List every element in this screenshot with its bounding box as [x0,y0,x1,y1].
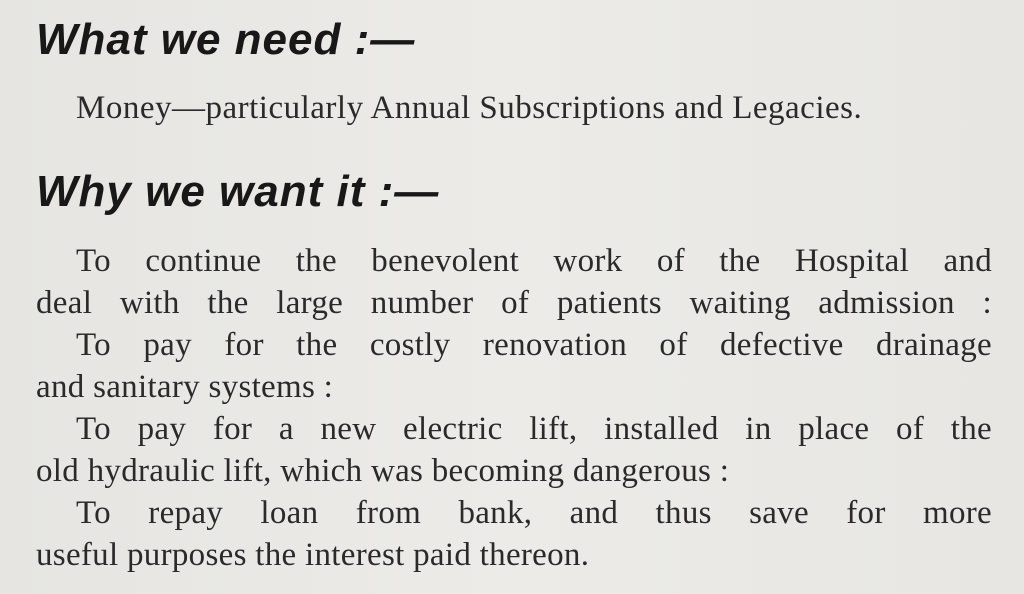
reason-4-line-2: useful purposes the interest paid thereon. [36,537,590,573]
heading-why-we-want-it: Why we want it :— [36,167,440,216]
reason-1-line-2: deal with the large number of patients waiting admission : [36,285,992,321]
reason-3-line-2: old hydraulic lift, which was becoming dangerous : [36,453,730,489]
need-text: Money—particularly Annual Subscriptions and Legacies. [76,90,863,126]
reason-4-line-1: To repay loan from bank, and thus save for more [76,495,992,531]
reason-1-line-1: To continue the benevolent work of the Hospital and [76,243,992,279]
reason-2-line-1: To pay for the costly renovation of defective drainage [76,327,992,363]
reason-2-line-2: and sanitary systems : [36,369,334,405]
heading-what-we-need: What we need :— [36,15,416,64]
reason-3-line-1: To pay for a new electric lift, installed in place of the [76,411,992,447]
reasons-block [36,240,992,576]
